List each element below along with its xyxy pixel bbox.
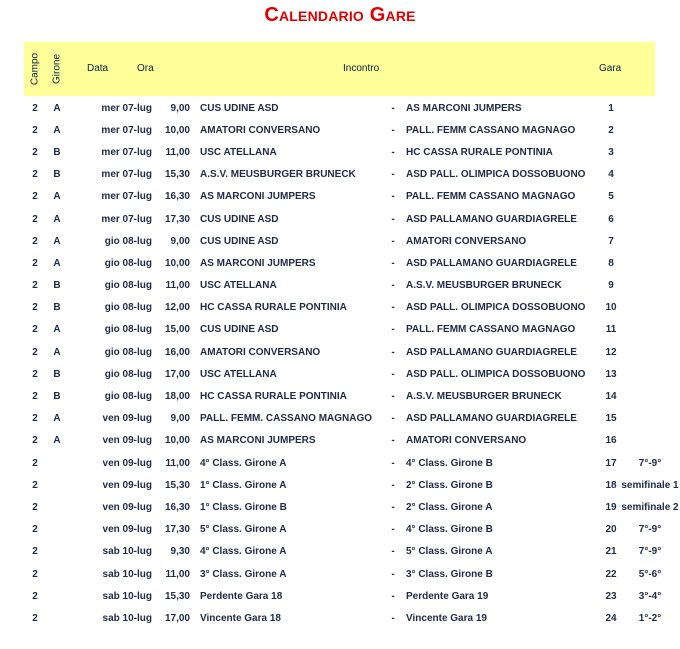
table-row [24, 563, 680, 585]
match-number-cell: 11 [605, 324, 617, 336]
match-number-cell: 24 [605, 612, 617, 624]
match-stage-cell [620, 363, 680, 385]
separator-cell: - [391, 280, 395, 292]
campo-cell: 2 [32, 568, 38, 580]
girone-cell: A [53, 124, 61, 136]
home-team-cell: HC CASSA RURALE PONTINIA [200, 391, 347, 403]
match-number-cell: 8 [608, 257, 614, 269]
away-team-cell: PALL. FEMM CASSANO MAGNAGO [406, 124, 576, 136]
match-number-cell: 15 [605, 413, 617, 425]
date-cell: ven 09-lug [102, 413, 152, 425]
away-team-cell: PALL. FEMM CASSANO MAGNAGO [406, 324, 576, 336]
away-team-cell: A.S.V. MEUSBURGER BRUNECK [406, 391, 562, 403]
time-cell: 16,00 [164, 346, 190, 358]
match-number-cell: 18 [605, 479, 617, 491]
girone-cell: B [53, 169, 61, 181]
separator-cell: - [391, 124, 395, 136]
time-cell: 10,00 [164, 257, 190, 269]
page-title: Calendario Gare [264, 4, 416, 26]
home-team-cell: AS MARCONI JUMPERS [200, 191, 316, 203]
date-cell: mer 07-lug [101, 213, 152, 225]
separator-cell: - [391, 346, 395, 358]
away-team-cell: 4° Class. Girone B [406, 457, 493, 469]
table-row [24, 341, 680, 363]
header-girone: Girone [51, 53, 63, 85]
home-team-cell: CUS UDINE ASD [200, 102, 279, 114]
match-stage-cell: semifinale 2 [621, 501, 679, 513]
girone-cell [46, 563, 68, 585]
campo-cell: 2 [32, 235, 38, 247]
girone-cell [46, 541, 68, 563]
date-cell: ven 09-lug [102, 524, 152, 536]
table-row [24, 230, 680, 252]
campo-cell: 2 [32, 368, 38, 380]
home-team-cell: AMATORI CONVERSANO [200, 346, 321, 358]
campo-cell: 2 [32, 457, 38, 469]
separator-cell: - [391, 213, 395, 225]
match-stage-cell [620, 275, 680, 297]
match-stage-cell [620, 319, 680, 341]
separator-cell: - [391, 302, 395, 314]
home-team-cell: 4° Class. Girone A [200, 457, 287, 469]
date-cell: ven 09-lug [102, 435, 152, 447]
schedule-table [24, 97, 680, 630]
match-stage-cell: 7°-9° [638, 457, 662, 469]
date-cell: gio 08-lug [104, 324, 152, 336]
time-cell: 15,00 [164, 324, 190, 336]
away-team-cell: ASD PALLAMANO GUARDIAGRELE [406, 346, 577, 358]
separator-cell: - [391, 413, 395, 425]
campo-cell: 2 [32, 501, 38, 513]
table-row [24, 252, 680, 274]
table-row [24, 585, 680, 607]
home-team-cell: CUS UDINE ASD [200, 235, 279, 247]
home-team-cell: USC ATELLANA [200, 146, 277, 158]
separator-cell: - [391, 568, 395, 580]
table-row [24, 119, 680, 141]
date-cell: ven 09-lug [102, 457, 152, 469]
home-team-cell: 1° Class. Girone A [200, 479, 287, 491]
time-cell: 17,00 [164, 612, 190, 624]
separator-cell: - [391, 546, 395, 558]
table-row [24, 208, 680, 230]
away-team-cell: Vincente Gara 19 [406, 612, 487, 624]
match-number-cell: 20 [605, 524, 617, 536]
match-stage-cell: 1°-2° [638, 612, 662, 624]
campo-cell: 2 [32, 546, 38, 558]
match-number-cell: 1 [608, 102, 614, 114]
campo-cell: 2 [32, 146, 38, 158]
date-cell: mer 07-lug [101, 191, 152, 203]
table-row [24, 541, 680, 563]
match-number-cell: 5 [608, 191, 614, 203]
match-number-cell: 9 [608, 280, 614, 292]
separator-cell: - [391, 169, 395, 181]
girone-cell [46, 474, 68, 496]
match-number-cell: 14 [605, 391, 617, 403]
match-stage-cell [620, 230, 680, 252]
away-team-cell: AMATORI CONVERSANO [406, 435, 527, 447]
match-stage-cell: 7°-9° [638, 546, 662, 558]
time-cell: 11,00 [165, 568, 190, 580]
time-cell: 17,30 [164, 524, 190, 536]
match-stage-cell: 3°-4° [638, 590, 662, 602]
separator-cell: - [391, 391, 395, 403]
match-number-cell: 4 [608, 169, 614, 181]
match-stage-cell [620, 141, 680, 163]
time-cell: 9,00 [170, 413, 190, 425]
table-row [24, 297, 680, 319]
campo-cell: 2 [32, 524, 38, 536]
campo-cell: 2 [32, 302, 38, 314]
table-row [24, 385, 680, 407]
match-number-cell: 16 [605, 435, 617, 447]
campo-cell: 2 [32, 257, 38, 269]
campo-cell: 2 [32, 124, 38, 136]
match-number-cell: 3 [608, 146, 614, 158]
home-team-cell: Vincente Gara 18 [200, 612, 281, 624]
date-cell: gio 08-lug [104, 302, 152, 314]
away-team-cell: PALL. FEMM CASSANO MAGNAGO [406, 191, 576, 203]
table-row [24, 319, 680, 341]
separator-cell: - [391, 524, 395, 536]
time-cell: 16,30 [164, 191, 190, 203]
time-cell: 10,00 [164, 435, 190, 447]
away-team-cell: ASD PALL. OLIMPICA DOSSOBUONO [406, 368, 586, 380]
table-row [24, 363, 680, 385]
girone-cell: B [53, 302, 61, 314]
time-cell: 16,30 [164, 501, 190, 513]
home-team-cell: 5° Class. Girone A [200, 524, 287, 536]
date-cell: mer 07-lug [101, 146, 152, 158]
date-cell: sab 10-lug [102, 612, 152, 624]
match-stage-cell [620, 297, 680, 319]
home-team-cell: 1° Class. Girone B [200, 501, 287, 513]
away-team-cell: HC CASSA RURALE PONTINIA [406, 146, 553, 158]
date-cell: gio 08-lug [104, 391, 152, 403]
time-cell: 15,30 [164, 479, 190, 491]
table-row [24, 97, 680, 119]
match-number-cell: 19 [605, 501, 617, 513]
date-cell: sab 10-lug [102, 568, 152, 580]
girone-cell: A [53, 324, 61, 336]
date-cell: mer 07-lug [101, 102, 152, 114]
match-number-cell: 23 [605, 590, 617, 602]
home-team-cell: Perdente Gara 18 [200, 590, 283, 602]
match-stage-cell [620, 252, 680, 274]
home-team-cell: AMATORI CONVERSANO [200, 124, 321, 136]
table-row [24, 164, 680, 186]
match-stage-cell: semifinale 1 [621, 479, 679, 491]
away-team-cell: 5° Class. Girone A [406, 546, 493, 558]
girone-cell: B [53, 391, 61, 403]
header-incontro: Incontro [343, 63, 380, 74]
header-ora: Ora [137, 63, 154, 74]
away-team-cell: ASD PALLAMANO GUARDIAGRELE [406, 413, 577, 425]
girone-cell [46, 585, 68, 607]
match-number-cell: 12 [605, 346, 617, 358]
header-data: Data [87, 63, 109, 74]
home-team-cell: A.S.V. MEUSBURGER BRUNECK [200, 169, 356, 181]
campo-cell: 2 [32, 280, 38, 292]
match-number-cell: 13 [605, 368, 617, 380]
away-team-cell: 4° Class. Girone B [406, 524, 493, 536]
home-team-cell: AS MARCONI JUMPERS [200, 435, 316, 447]
campo-cell: 2 [32, 612, 38, 624]
away-team-cell: 2° Class. Girone B [406, 479, 493, 491]
match-stage-cell [620, 385, 680, 407]
girone-cell: A [53, 235, 61, 247]
date-cell: sab 10-lug [102, 546, 152, 558]
match-number-cell: 21 [605, 546, 617, 558]
separator-cell: - [391, 191, 395, 203]
home-team-cell: 4° Class. Girone A [200, 546, 287, 558]
table-row [24, 452, 680, 474]
time-cell: 17,00 [164, 368, 190, 380]
away-team-cell: Perdente Gara 19 [406, 590, 489, 602]
away-team-cell: AMATORI CONVERSANO [406, 235, 527, 247]
match-stage-cell [620, 119, 680, 141]
campo-cell: 2 [32, 324, 38, 336]
girone-cell: B [53, 146, 61, 158]
date-cell: gio 08-lug [104, 257, 152, 269]
time-cell: 17,30 [164, 213, 190, 225]
table-header [24, 42, 655, 96]
time-cell: 12,00 [164, 302, 190, 314]
match-number-cell: 6 [608, 213, 614, 225]
campo-cell: 2 [32, 479, 38, 491]
campo-cell: 2 [32, 169, 38, 181]
separator-cell: - [391, 257, 395, 269]
campo-cell: 2 [32, 102, 38, 114]
match-stage-cell [620, 97, 680, 119]
date-cell: gio 08-lug [104, 235, 152, 247]
away-team-cell: 3° Class. Girone B [406, 568, 493, 580]
date-cell: gio 08-lug [104, 280, 152, 292]
campo-cell: 2 [32, 346, 38, 358]
separator-cell: - [391, 368, 395, 380]
table-row [24, 186, 680, 208]
campo-cell: 2 [32, 590, 38, 602]
away-team-cell: A.S.V. MEUSBURGER BRUNECK [406, 280, 562, 292]
home-team-cell: HC CASSA RURALE PONTINIA [200, 302, 347, 314]
away-team-cell: AS MARCONI JUMPERS [406, 102, 522, 114]
girone-cell: A [53, 102, 61, 114]
match-stage-cell [620, 341, 680, 363]
girone-cell [46, 496, 68, 518]
match-number-cell: 2 [608, 124, 614, 136]
home-team-cell: CUS UDINE ASD [200, 324, 279, 336]
separator-cell: - [391, 235, 395, 247]
girone-cell [46, 452, 68, 474]
girone-cell: A [53, 213, 61, 225]
separator-cell: - [391, 457, 395, 469]
girone-cell [46, 519, 68, 541]
time-cell: 9,00 [170, 102, 190, 114]
table-row [24, 474, 680, 496]
home-team-cell: 3° Class. Girone A [200, 568, 287, 580]
away-team-cell: ASD PALL. OLIMPICA DOSSOBUONO [406, 169, 586, 181]
time-cell: 15,30 [164, 590, 190, 602]
away-team-cell: ASD PALL. OLIMPICA DOSSOBUONO [406, 302, 586, 314]
campo-cell: 2 [32, 391, 38, 403]
home-team-cell: AS MARCONI JUMPERS [200, 257, 316, 269]
match-number-cell: 22 [605, 568, 617, 580]
match-number-cell: 17 [605, 457, 617, 469]
match-number-cell: 10 [605, 302, 617, 314]
girone-cell: A [53, 435, 61, 447]
date-cell: mer 07-lug [101, 124, 152, 136]
girone-cell: A [53, 257, 61, 269]
away-team-cell: 2° Class. Girone A [406, 501, 493, 513]
time-cell: 11,00 [165, 280, 190, 292]
table-row [24, 430, 680, 452]
date-cell: gio 08-lug [104, 346, 152, 358]
table-row [24, 275, 680, 297]
table-row [24, 607, 680, 629]
separator-cell: - [391, 612, 395, 624]
home-team-cell: USC ATELLANA [200, 280, 277, 292]
campo-cell: 2 [32, 413, 38, 425]
time-cell: 9,00 [170, 235, 190, 247]
match-number-cell: 7 [608, 235, 614, 247]
girone-cell: B [53, 280, 61, 292]
separator-cell: - [391, 501, 395, 513]
date-cell: mer 07-lug [101, 169, 152, 181]
girone-cell: A [53, 191, 61, 203]
campo-cell: 2 [32, 435, 38, 447]
match-stage-cell [620, 430, 680, 452]
match-stage-cell [620, 208, 680, 230]
girone-cell [46, 607, 68, 629]
time-cell: 11,00 [165, 457, 190, 469]
time-cell: 15,30 [164, 169, 190, 181]
table-row [24, 496, 680, 518]
home-team-cell: PALL. FEMM. CASSANO MAGNAGO [200, 413, 373, 425]
girone-cell: A [53, 346, 61, 358]
table-row [24, 141, 680, 163]
time-cell: 10,00 [164, 124, 190, 136]
separator-cell: - [391, 324, 395, 336]
table-row [24, 519, 680, 541]
match-stage-cell [620, 186, 680, 208]
campo-cell: 2 [32, 213, 38, 225]
date-cell: ven 09-lug [102, 479, 152, 491]
date-cell: sab 10-lug [102, 590, 152, 602]
separator-cell: - [391, 479, 395, 491]
match-stage-cell: 5°-6° [638, 568, 662, 580]
away-team-cell: ASD PALLAMANO GUARDIAGRELE [406, 213, 577, 225]
away-team-cell: ASD PALLAMANO GUARDIAGRELE [406, 257, 577, 269]
header-gara: Gara [599, 63, 622, 74]
separator-cell: - [391, 102, 395, 114]
separator-cell: - [391, 590, 395, 602]
home-team-cell: USC ATELLANA [200, 368, 277, 380]
girone-cell: A [53, 413, 61, 425]
match-stage-cell: 7°-9° [638, 524, 662, 536]
date-cell: gio 08-lug [104, 368, 152, 380]
separator-cell: - [391, 435, 395, 447]
match-stage-cell [620, 408, 680, 430]
separator-cell: - [391, 146, 395, 158]
time-cell: 11,00 [165, 146, 190, 158]
time-cell: 9,30 [170, 546, 190, 558]
table-row [24, 408, 680, 430]
girone-cell: B [53, 368, 61, 380]
home-team-cell: CUS UDINE ASD [200, 213, 279, 225]
match-stage-cell [620, 164, 680, 186]
campo-cell: 2 [32, 191, 38, 203]
time-cell: 18,00 [164, 391, 190, 403]
date-cell: ven 09-lug [102, 501, 152, 513]
header-campo: Campo [29, 52, 41, 86]
